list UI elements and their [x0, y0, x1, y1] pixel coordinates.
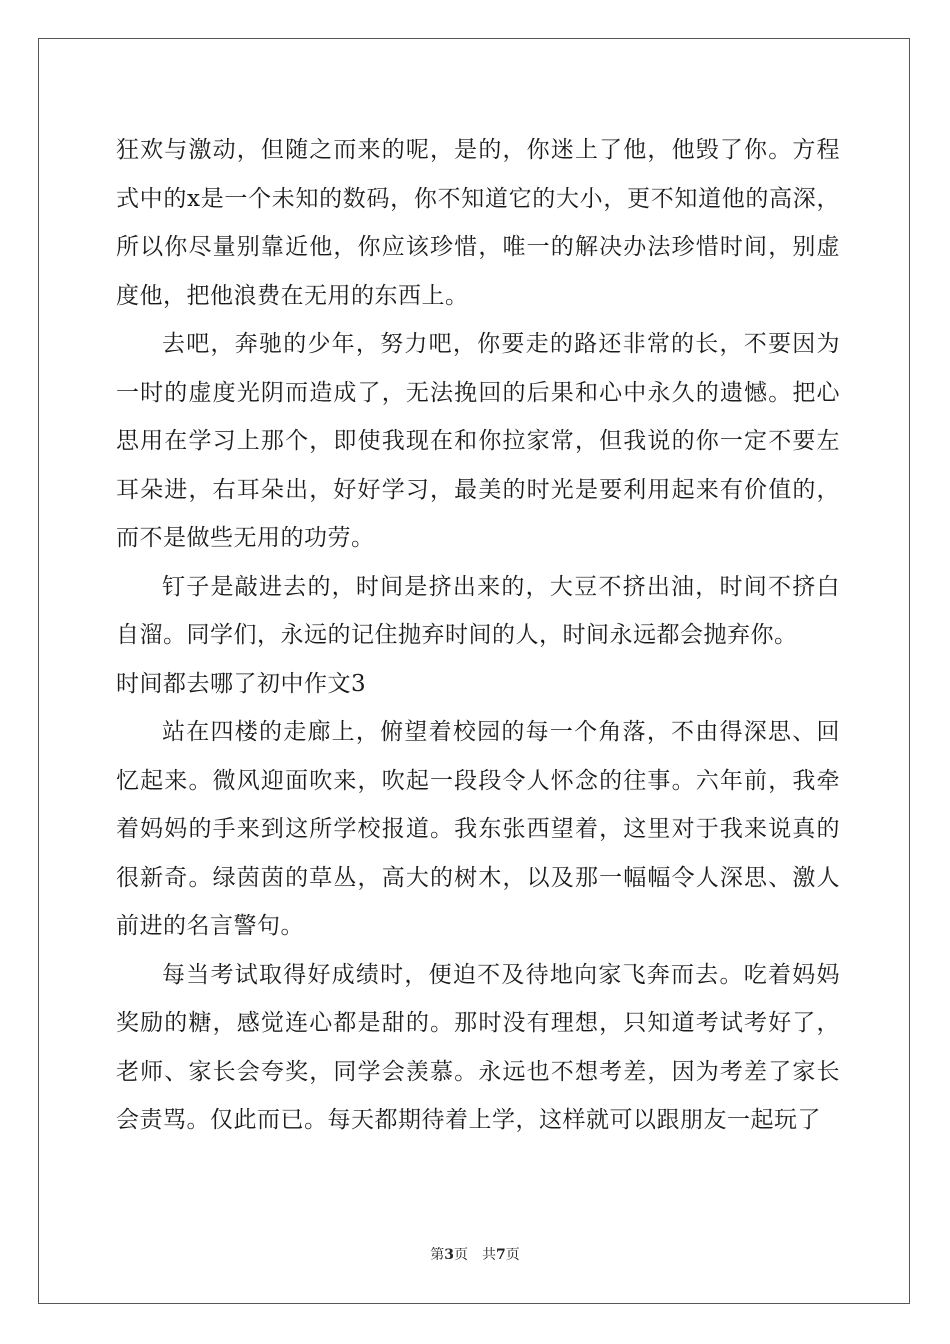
total-suffix: 页	[505, 1247, 520, 1263]
paragraph: 钉子是敲进去的，时间是挤出来的，大豆不挤出油，时间不挤白自溜。同学们，永远的记住抛弃时间的人，时间永远都会抛弃你。	[116, 573, 840, 648]
page-suffix: 页	[454, 1247, 468, 1263]
paragraph: 每当考试取得好成绩时，便迫不及待地向家飞奔而去。吃着妈妈奖励的糖，感觉连心都是甜的。那时没有理想，只知道考试考好了，老师、家长会夸奖，同学会羡慕。永远也不想考差，因为考差了家长会责骂。仅此而已。每天都期待着上学，这样就可以跟朋友一起玩了	[116, 961, 840, 1133]
page-prefix: 第	[430, 1247, 445, 1263]
page-total: 7	[496, 1247, 506, 1263]
paragraph: 狂欢与激动，但随之而来的呢，是的，你迷上了他，他毁了你。方程式中的x是一个未知的数码，你不知道它的大小，更不知道他的高深，所以你尽量别靠近他，你应该珍惜，唯一的解决办法珍惜时间，别虚度他，把他浪费在无用的东西上。	[116, 137, 840, 309]
paragraph: 去吧，奔驰的少年，努力吧，你要走的路还非常的长，不要因为一时的虚度光阴而造成了，无法挽回的后果和心中永久的遗憾。把心思用在学习上那个，即使我现在和你拉家常，但我说的你一定不要左耳朵进，右耳朵出，好好学习，最美的时光是要利用起来有价值的，而不是做些无用的功劳。	[116, 331, 840, 551]
page-footer	[0, 1244, 950, 1264]
paragraph: 站在四楼的走廊上，俯望着校园的每一个角落，不由得深思、回忆起来。微风迎面吹来，吹起一段段令人怀念的往事。六年前，我牵着妈妈的手来到这所学校报道。我东张西望着，这里对于我来说真的很新奇。绿茵茵的草丛，高大的树木，以及那一幅幅令人深思、激人前进的名言警句。	[116, 719, 840, 939]
document-body	[116, 126, 840, 1145]
section-heading: 时间都去哪了初中作文3	[116, 670, 367, 697]
page-current: 3	[444, 1247, 454, 1263]
total-prefix: 共	[482, 1247, 496, 1263]
